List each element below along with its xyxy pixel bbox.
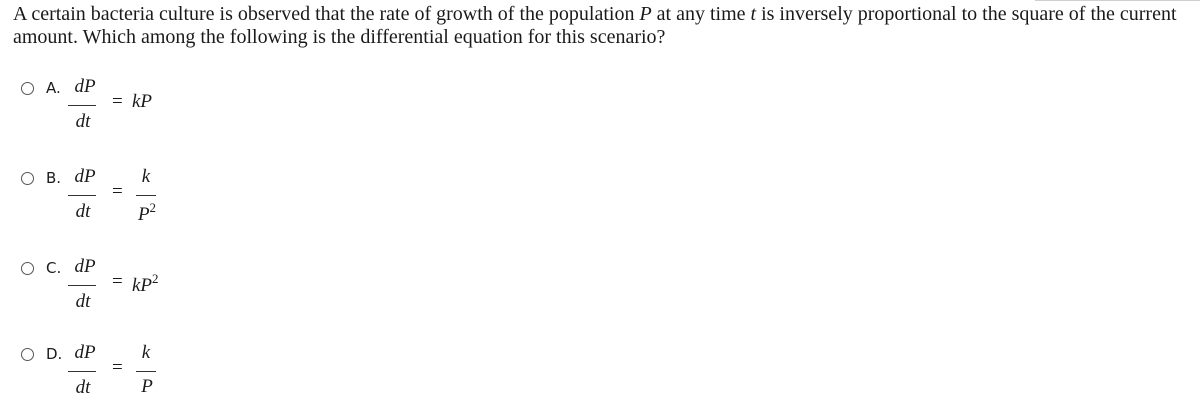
- option-d-equals: =: [112, 357, 123, 378]
- option-b-letter: B.: [46, 169, 62, 187]
- option-c-rhs: $kP^2$: [132, 271, 159, 296]
- option-c-fraction-bar: [68, 285, 96, 286]
- option-b-numerator: dP: [74, 166, 96, 187]
- option-d-numerator: dP: [74, 342, 96, 363]
- option-b[interactable]: [21, 166, 321, 229]
- option-a-radio[interactable]: [21, 82, 34, 95]
- option-c-equals: =: [112, 271, 123, 292]
- option-c-numerator: dP: [74, 256, 96, 277]
- question-text: A certain bacteria culture is observed that the rate of growth of the population P at any time t is inversely proportional to the square of the current amount. Which among the following is the differential equation for this scenario?: [13, 3, 1177, 48]
- option-b-denominator: dt: [75, 201, 91, 222]
- option-d-denominator: dt: [75, 377, 91, 398]
- option-b-rhs-fraction-bar: [136, 195, 156, 196]
- option-d[interactable]: [21, 342, 321, 405]
- option-c[interactable]: [21, 256, 321, 319]
- option-c-denominator: dt: [75, 291, 91, 312]
- option-b-radio[interactable]: [21, 172, 34, 185]
- option-a-equals: =: [112, 91, 123, 112]
- option-b-fraction-bar: [68, 195, 96, 196]
- option-b-rhs-denominator: $P^2$: [137, 200, 157, 225]
- option-a-numerator: dP: [74, 76, 96, 97]
- option-d-rhs-denominator: P: [141, 376, 153, 397]
- option-a[interactable]: [21, 76, 321, 139]
- option-a-letter: A.: [46, 79, 61, 97]
- option-b-equals: =: [112, 181, 123, 202]
- option-c-radio[interactable]: [21, 262, 34, 275]
- top-divider: [1035, 0, 1200, 1]
- option-d-rhs-numerator: k: [141, 342, 151, 363]
- option-a-denominator: dt: [75, 111, 91, 132]
- option-b-rhs-numerator: k: [141, 166, 151, 187]
- option-d-radio[interactable]: [21, 348, 34, 361]
- option-a-fraction-bar: [68, 105, 96, 106]
- option-d-rhs-fraction-bar: [136, 371, 156, 372]
- option-a-rhs: kP: [132, 91, 153, 112]
- option-c-letter: C.: [46, 259, 62, 277]
- option-d-letter: D.: [46, 345, 63, 363]
- option-d-fraction-bar: [68, 371, 96, 372]
